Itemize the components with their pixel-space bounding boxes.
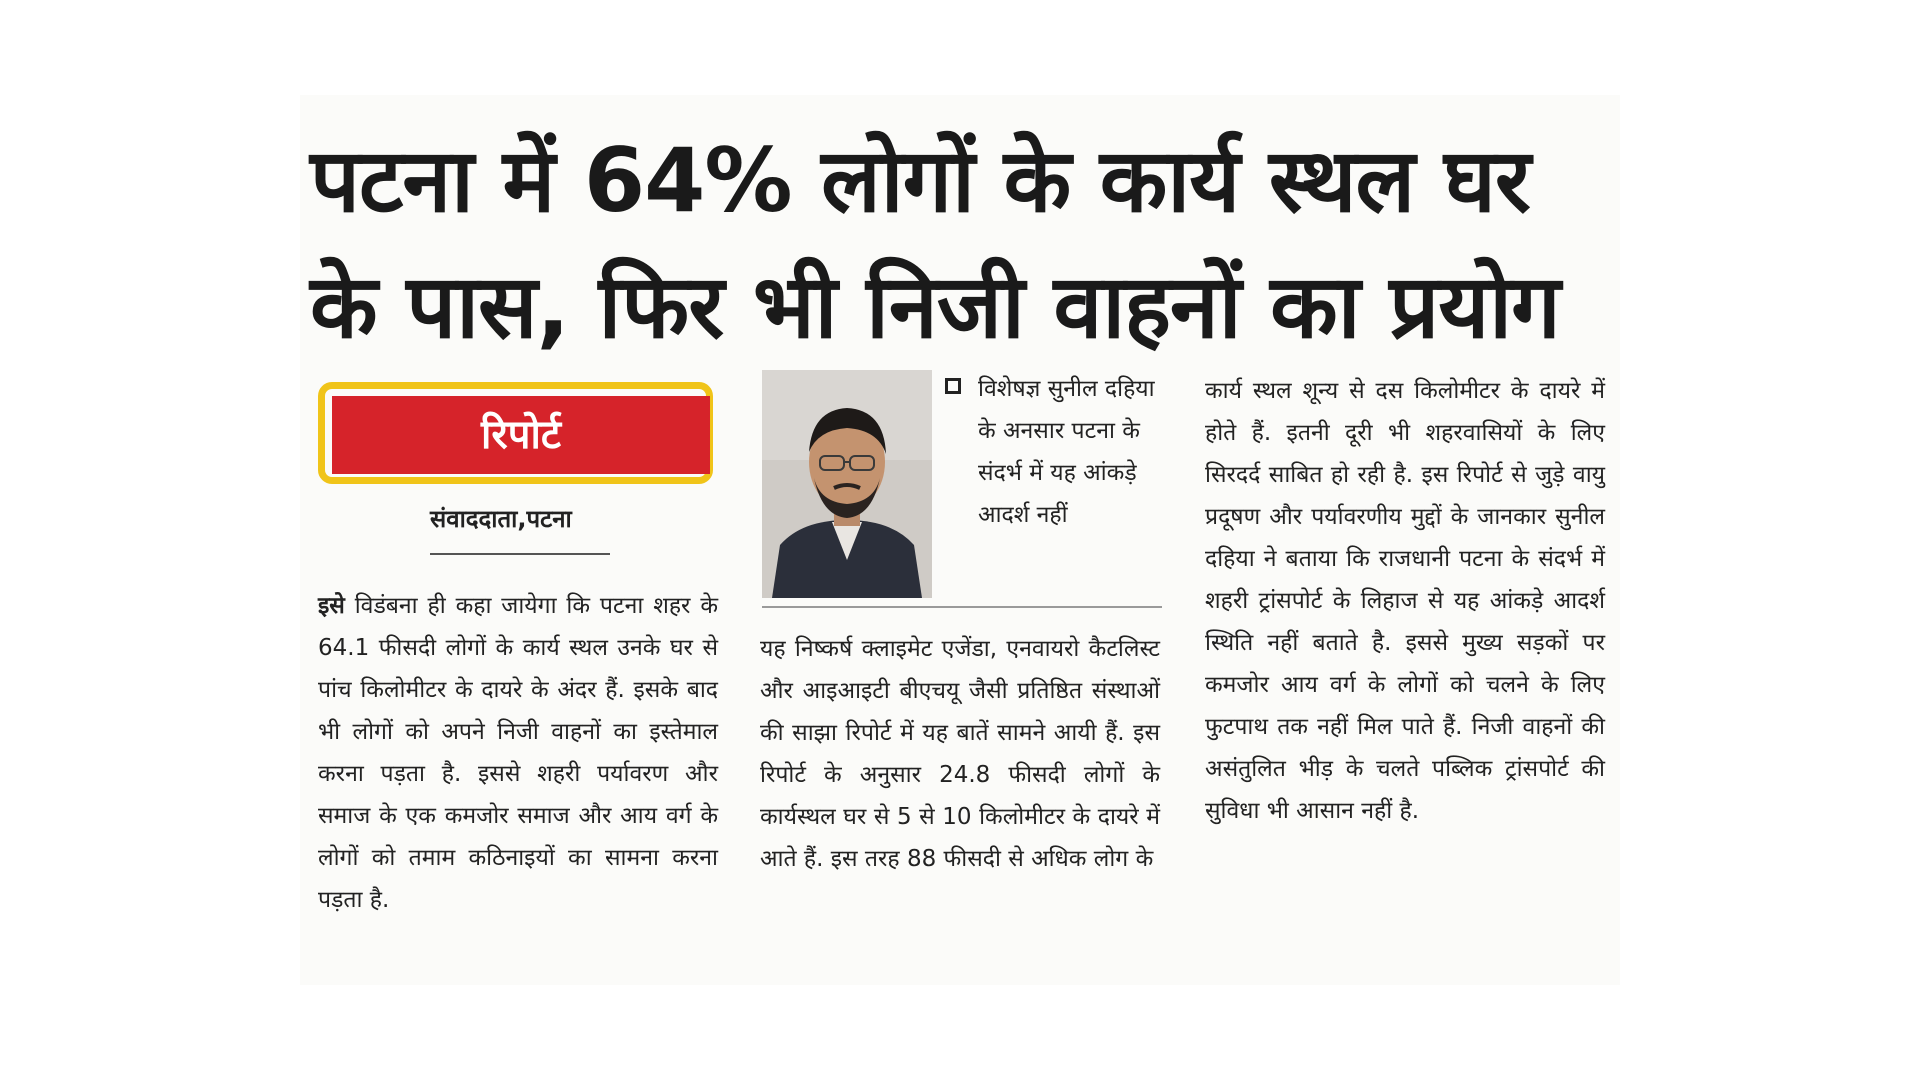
byline: संवाददाता,पटना [430,505,572,533]
headline-line-1: पटना में 64% लोगों के कार्य स्थल घर [310,129,1530,232]
article-column-3: कार्य स्थल शून्य से दस किलोमीटर के दायरे में होते हैं. इतनी दूरी भी शहरवासियों के लिए सिरदर्द साबित हो रही है. इस रिपोर्ट से जुड़े वायु प्रदूषण और पर्यावरणीय मुद्दों के जानकार सुनील दहिया ने बताया कि राजधानी पटना के संदर्भ में शहरी ट्रांसपोर्ट के लिहाज से यह आंकड़े आदर्श स्थिति नहीं बताते है. इससे मुख्य सड़कों पर कमजोर आय वर्ग के लोगों को चलने के लिए फुटपाथ तक नहीं मिल पाते हैं. निजी वाहनों की असंतुलित भीड़ के चलते पब्लिक ट्रांसपोर्ट की सुविधा भी आसान नहीं है. [1205,378,1605,824]
pull-quote: विशेषज्ञ सुनील दहिया के अनसार पटना के संदर्भ में यह आंकड़े आदर्श नहीं [978,376,1155,528]
article-column-1 [318,585,718,921]
portrait-image [762,370,932,598]
headline-line-2: के पास, फिर भी निजी वाहनों का प्रयोग [310,255,1560,358]
expert-photo [762,370,932,598]
column-2-divider [762,606,1162,608]
column-1-text: विडंबना ही कहा जायेगा कि पटना शहर के 64.1 फीसदी लोगों के कार्य स्थल उनके घर से पांच किलोमीटर के दायरे के अंदर हैं. इसके बाद भी लोगों को अपने निजी वाहनों का इस्तेमाल करना पड़ता है. इससे शहरी पर्यावरण और समाज के एक कमजोर समाज और आय वर्ग के लोगों को तमाम कठिनाइयों का सामना करना पड़ता है. [318,593,718,913]
quote-bullet-icon [945,378,961,394]
headline [310,118,1610,370]
article-column-2: यह निष्कर्ष क्लाइमेट एजेंडा, एनवायरो कैटलिस्ट और आइआइटी बीएचयू जैसी प्रतिष्ठित संस्थाओं की साझा रिपोर्ट में यह बातें सामने आयी हैं. इस रिपोर्ट के अनुसार 24.8 फीसदी लोगों के कार्यस्थल घर से 5 से 10 किलोमीटर के दायरे में आते हैं. इस तरह 88 फीसदी से अधिक लोग के [760,636,1160,872]
byline-divider [430,553,610,555]
lead-word: इसे [318,593,345,619]
report-badge: रिपोर्ट [332,396,710,474]
